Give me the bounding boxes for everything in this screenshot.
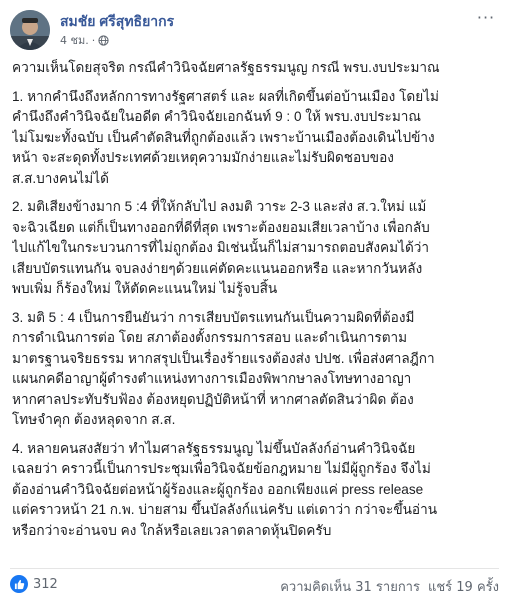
- like-icon: [10, 575, 28, 593]
- text-line: พบเพิ่ม ก็ร้องใหม่ ให้ตัดคะแนนใหม่ ไม่รู้จบสิ้น: [12, 281, 278, 296]
- text-line: จะฉิวเฉียด แต่ก็เป็นทางออกที่ดีที่สุด เพราะต้องยอมเสียเวลาบ้าง เพื่อกลับ: [12, 219, 430, 235]
- text-line: แต่คราวหน้า 21 ก.พ. บ่ายสาม ขึ้นบัลลังก์แน่ครับ แต่เดาว่า กว่าจะขึ้นอ่าน: [12, 502, 438, 517]
- text-line: แผนกคดีอาญาผู้ดำรงตำแหน่งทางการเมืองพิพากษาลงโทษทางอาญา: [12, 371, 412, 386]
- text-line: ส.ส.บางคนไม่ได้: [12, 170, 109, 186]
- globe-icon[interactable]: [98, 35, 109, 46]
- reactions-summary[interactable]: [10, 575, 58, 593]
- text-line: ไม่โมฆะทั้งฉบับ เป็นคำตัดสินที่ถูกต้องแล้ว เพราะบ้านเมืองต้องเดินไปข้าง: [12, 129, 435, 145]
- text-line: 4. หลายคนสงสัยว่า ทำไมศาลรัฐธรรมนูญ ไม่ขึ้นบัลลังก์อ่านคำวินิจฉัย: [12, 440, 416, 456]
- author-name[interactable]: สมชัย ศรีสุทธิยากร: [60, 13, 175, 29]
- text-line: หรือกว่าจะอ่านจบ คง ใกล้หรือเลยเวลาตลาดหุ้นปิดครับ: [12, 522, 332, 538]
- post-meta: [60, 31, 109, 49]
- post-stats: [280, 576, 499, 597]
- text-line: ต้องอ่านคำวินิจฉัยต่อหน้าผู้ร้องและผู้ถูกร้อง ออกเพียงแค่ press release: [12, 481, 424, 497]
- paragraph-1: [12, 87, 500, 190]
- avatar[interactable]: [10, 10, 50, 50]
- shares-count[interactable]: แชร์ 19 ครั้ง: [427, 580, 499, 595]
- text-line: ไปแก้ไขในกระบวนการที่ไม่ถูกต้อง มิเช่นนั้นก็ไม่สามารถตอบสังคมได้ว่า: [12, 240, 430, 255]
- text-line: เฉลยว่า คราวนี้เป็นการประชุมเพื่อวินิจฉัยข้อกฎหมาย ไม่มีผู้ถูกร้อง จึงไม่: [12, 461, 431, 476]
- text-line: 3. มติ 5 : 4 เป็นการยืนยันว่า การเสียบบัตรแทนกันเป็นความผิดที่ต้องมี: [12, 309, 415, 325]
- text-line: ความเห็นโดยสุจริต กรณีคำวินิจฉัยศาลรัฐธรรมนูญ กรณี พรบ.งบประมาณ: [12, 60, 440, 75]
- post-time[interactable]: 4 ชม.: [60, 34, 89, 47]
- post-intro: [12, 58, 500, 79]
- post-footer: [10, 568, 499, 597]
- text-line: 1. หากคำนึงถึงหลักการทางรัฐศาสตร์ และ ผลที่เกิดขึ้นต่อบ้านเมือง โดยไม่: [12, 88, 439, 104]
- text-line: หากศาลประทับรับฟ้อง ต้องหยุดปฏิบัติหน้าที่ หากศาลตัดสินว่าผิด ต้อง: [12, 391, 414, 407]
- text-line: คำนึงถึงคำวินิจฉัยในอดีต คำวินิจฉัยเอกฉันท์ 9 : 0 ให้ พรบ.งบประมาณ: [12, 109, 422, 124]
- reactions-count[interactable]: 312: [33, 576, 58, 592]
- post-header: [10, 10, 499, 50]
- paragraph-2: [12, 197, 500, 300]
- more-options-icon[interactable]: ···: [476, 8, 496, 27]
- text-line: 2. มติเสียงข้างมาก 5 :4 ที่ให้กลับไป ลงมติ วาระ 2-3 และส่ง ส.ว.ใหม่ แม้: [12, 199, 427, 214]
- text-line: การดำเนินการต่อ โดย สภาต้องตั้งกรรมการสอบ และดำเนินการตาม: [12, 330, 408, 345]
- text-line: มาตรฐานจริยธรรม หากสรุปเป็นเรื่องร้ายแรงต้องส่ง ปปช. เพื่อส่งศาลฎีกา: [12, 350, 435, 366]
- text-line: หน้า จะสะดุดทั้งประเทศด้วยเหตุความมักง่ายและไม่รับผิดชอบของ: [12, 150, 394, 165]
- post-content: [12, 58, 500, 549]
- meta-separator: ·: [91, 33, 96, 47]
- paragraph-3: [12, 308, 500, 431]
- avatar-image: [10, 10, 50, 50]
- text-line: เสียบบัตรแทนกัน จบลงง่ายๆด้วยแค่ตัดคะแนนออกหรือ และหากวันหลัง: [12, 260, 423, 276]
- paragraph-4: [12, 439, 500, 542]
- text-line: โทษจำคุก ต้องหลุดจาก ส.ส.: [12, 412, 176, 427]
- comments-count[interactable]: ความคิดเห็น 31 รายการ: [280, 580, 420, 595]
- thumbs-up-icon: [14, 579, 25, 590]
